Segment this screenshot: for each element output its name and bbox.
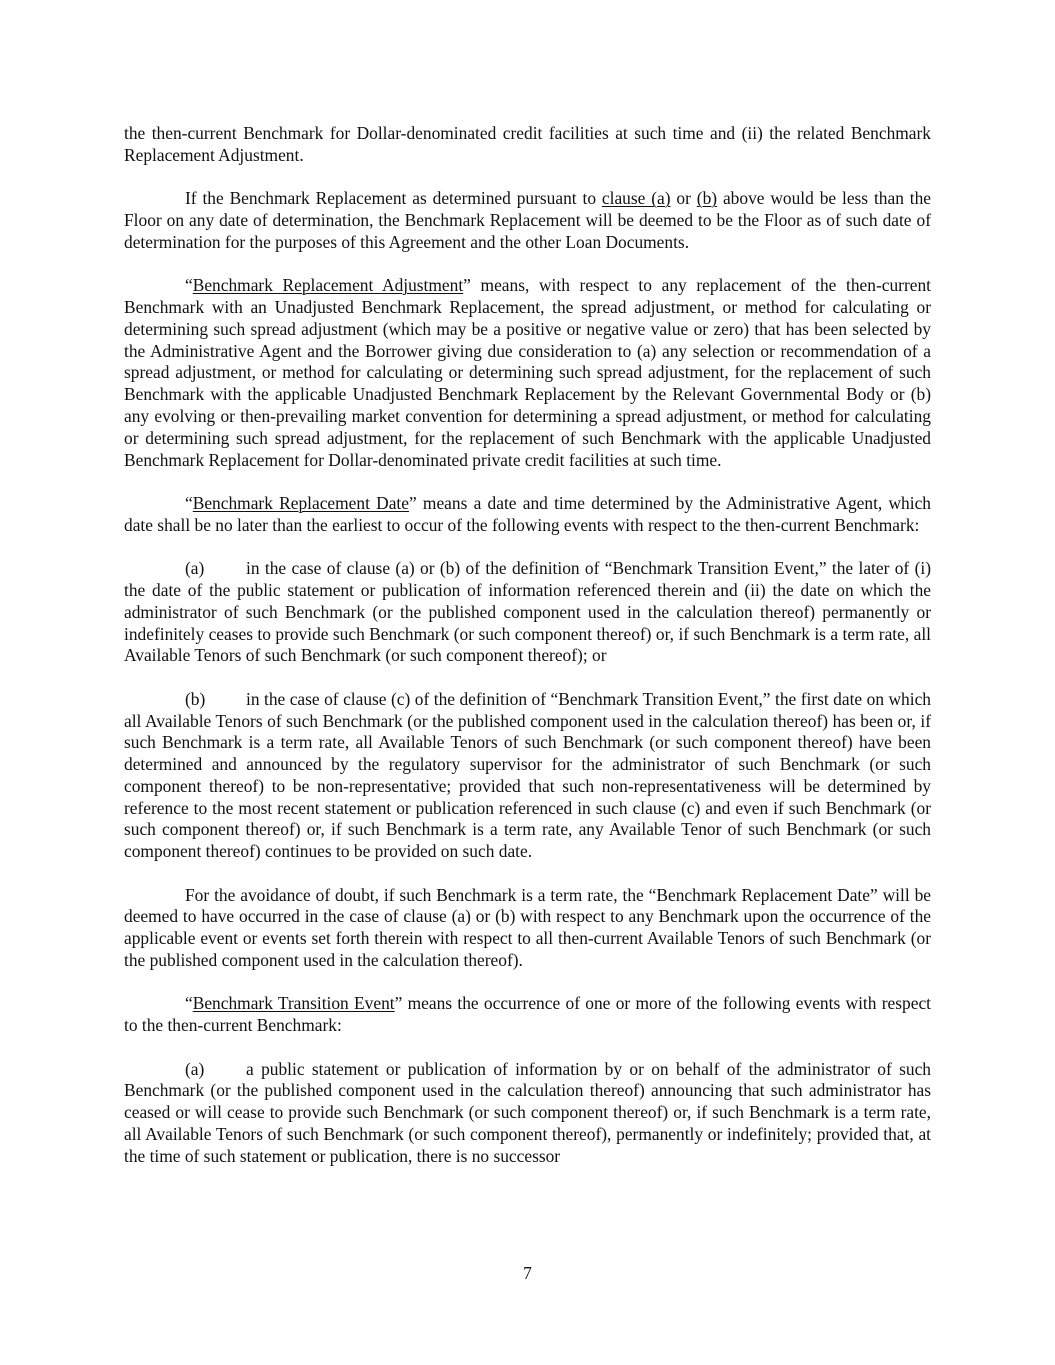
- definition-benchmark-replacement-adjustment: [124, 275, 931, 471]
- open-quote: “: [185, 993, 193, 1014]
- clause-b-reference: (b): [696, 188, 718, 209]
- item-label: (a): [185, 558, 205, 579]
- defined-term: Benchmark Transition Event: [192, 993, 395, 1014]
- open-quote: “: [185, 275, 193, 296]
- definition-text: ” means a date and time determined by the Administrative Agent, which date shall be no later than the earliest to occur of the following events with respect to the then-current Benchmark:: [124, 492, 931, 535]
- item-text: a public statement or publication of information by or on behalf of the administrator of such Benchmark (or the published component used in the calculation thereof) announcing that such administrator has ceased or will cease to provide such Benchmark (or such component thereof) or, if such Benchmark is a term rate, all Available Tenors of such Benchmark (or such component thereof), permanently or indefinitely; provided that, at the time of such statement or publication, there is no successor: [124, 1058, 931, 1166]
- paragraph-text: For the avoidance of doubt, if such Benchmark is a term rate, the “Benchmark Replacement Date” will be deemed to have occurred in the case of clause (a) or (b) with respect to any Benchmark upon the occurrence of the applicable event or events set forth therein with respect to all then-current Available Tenors of such Benchmark (or the published component used in the calculation thereof).: [124, 884, 931, 971]
- definition-benchmark-replacement-date: [124, 493, 931, 537]
- paragraph-floor: [124, 188, 931, 253]
- item-text: in the case of clause (c) of the definition of “Benchmark Transition Event,” the first date on which all Available Tenors of such Benchmark (or the published component used in the calculation thereof) has been or, if such Benchmark is a term rate, all Available Tenors of such Benchmark (or such component thereof) have been determined and announced by the regulatory supervisor for the administrator of such Benchmark (or such component thereof) to be non-representative; provided that such non-representativeness will be determined by reference to the most recent statement or publication referenced in such clause (c) and even if such Benchmark (or such component thereof) or, if such Benchmark is a term rate, any Available Tenor of such Benchmark (or such component thereof) continues to be provided on such date.: [124, 688, 931, 862]
- page-number: 7: [523, 1263, 532, 1283]
- open-quote: “: [185, 492, 193, 513]
- item-text: in the case of clause (a) or (b) of the definition of “Benchmark Transition Event,” the later of (i) the date of the public statement or publication of information referenced therein and (ii) the date on which the administrator of such Benchmark (or the published component used in the calculation thereof) permanently or indefinitely ceases to provide such Benchmark (or such component thereof) or, if such Benchmark is a term rate, all Available Tenors of such Benchmark (or such component thereof); or: [124, 558, 931, 666]
- paragraph-text: If the Benchmark Replacement as determined pursuant to: [185, 188, 602, 209]
- clause-a-reference: clause (a): [601, 188, 671, 209]
- item-label: (b): [185, 688, 206, 709]
- list-item-a-transition: [124, 1059, 931, 1168]
- paragraph-text: above would be less than the Floor on any date of determination, the Benchmark Replacement will be deemed to be the Floor as of such date of determination for the purposes of this Agreement and the other Loan Documents.: [124, 188, 932, 252]
- paragraph-text: or: [670, 188, 697, 209]
- definition-benchmark-transition-event: [124, 993, 931, 1037]
- paragraph-avoidance-of-doubt: [124, 885, 931, 972]
- paragraph-continuation: [124, 123, 931, 167]
- defined-term: Benchmark Replacement Date: [192, 492, 409, 513]
- page-body: [124, 123, 931, 1189]
- paragraph-text: the then-current Benchmark for Dollar-denominated credit facilities at such time and (ii) the related Benchmark Replacement Adjustment.: [124, 123, 931, 165]
- defined-term: Benchmark Replacement Adjustment: [192, 275, 464, 296]
- definition-text: ” means the occurrence of one or more of the following events with respect to the then-current Benchmark:: [124, 993, 931, 1036]
- list-item-a: [124, 558, 931, 667]
- definition-text: ” means, with respect to any replacement of the then-current Benchmark with an Unadjusted Benchmark Replacement, the spread adjustment, or method for calculating or determining such spread adjustment (which may be a positive or negative value or zero) that has been selected by the Administrative Agent and the Borrower giving due consideration to (a) any selection or recommendation of a spread adjustment, or method for calculating or determining such spread adjustment, for the replacement of such Benchmark with the applicable Unadjusted Benchmark Replacement by the Relevant Governmental Body or (b) any evolving or then-prevailing market convention for determining a spread adjustment, or method for calculating or determining such spread adjustment, for the replacement of such Benchmark with the applicable Unadjusted Benchmark Replacement for Dollar-denominated private credit facilities at such time.: [124, 275, 932, 470]
- list-item-b: [124, 689, 931, 863]
- item-label: (a): [185, 1058, 205, 1079]
